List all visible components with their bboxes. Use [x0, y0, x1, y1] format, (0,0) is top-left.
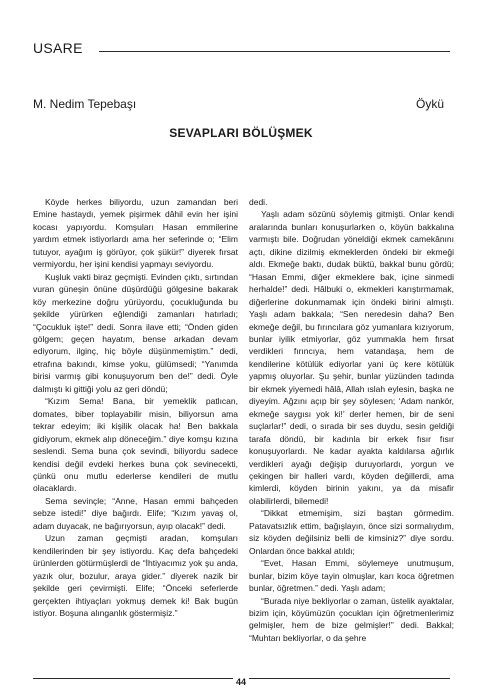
- right-column: [249, 196, 454, 644]
- journal-header: [33, 40, 450, 60]
- journal-name: USARE: [33, 40, 83, 56]
- genre-label: Öykü: [415, 97, 444, 111]
- paragraph: Köyde herkes biliyordu, uzun zamandan beri Emine hastaydı, yemek pişirmek dâhil evin her işini kocası yapıyordu. Komşuları Hasan emmilerine yardım etmek istiyorlardı ama her seferinde o; “Elim tutuyor, ayağım iş görüyor, çok şükür!” diyerek fırsat vermiyordu, her işini kendisi yapmayı seviyordu.: [33, 197, 238, 270]
- paragraph: “Kızım Sema! Bana, bir yemeklik patlıcan, domates, biber toplayabilir misin, biliyorsun ama tekrar edeyim; iki kişilik olacak ha! Ben bakkala gidiyorum, ekmek alıp döneceğim.” diye komşu kızına seslendi. Sema buna çok sevindi, biliyordu sadece kendisi değil evdeki herkes buna çok sevinecekti, çünkü onu mutlu ederlerse kendileri de mutlu olacaklardı.: [33, 396, 238, 494]
- left-column: [33, 196, 238, 619]
- page-number: 44: [233, 677, 249, 687]
- paragraph: “Dikkat etmemişim, sizi baştan görmedim. Patavatsızlık ettim, bağışlayın, önce sizi sormalıydım, siz köyden değilsiniz belli de kimsiniz?” diye sordu. Onlardan önce bakkal atıldı;: [249, 508, 454, 556]
- paragraph: Kuşluk vakti biraz geçmişti. Evinden çıktı, sırtından vuran güneşin önüne düşürdüğü gölgesine bakarak köy merkezine doğru yürüyordu, çocukluğunda bu şekilde yürürken eğlendiği zamanları hatırladı; “Çocukluk işte!” dedi. Sonra ilave etti; “Önden giden gölgem; geçen hayatım, bense arkadan devam ediyorum, ilginç, hiç böyle düşünmemiştim.” dedi, etrafına bakındı, kimse yoku, gülümsedi; “Yanımda birisi varmış gibi konuşuyorum ben de!” dedi. Öyle dalmıştı ki gittiği yolu az geri döndü;: [33, 271, 238, 394]
- paragraph: Yaşlı adam sözünü söylemiş gitmişti. Onlar kendi aralarında bunları konuşurlarken o, köyün bakkalına varmıştı bile. Doğrudan yöneldiği ekmek camekânını açtı, dikine dizilmiş ekmeklerden öndeki bir ekmeği aldı. Ekmeğe baktı, dudak büktü, bakkal bunu gördü; “Hasan Emmi, diğer ekmeklere bak, içine sinmedi herhalde!” dedi. Hâlbuki o, ekmekleri karıştırmamak, diğerlerine dokunmamak için öndeki birini almıştı. Yaşlı adam bakkala; “Sen neredesin daha? Ben ekmeğe değil, bu fırıncılara göz yumanlara kızıyorum, bunlar iyilik etmiyorlar, göz yummakla hem fırsat verdikleri fırıncıya, hem vatandaşa, hem de kendilerine kötülük ediyorlar yani üç kere kötülük yapmış oluyorlar. Şu şehir, bunlar yüzünden tadında bir ekmek yiyemedi hâlâ, Allah ıslah eylesin, başka ne diyeyim. Ağzını açıp bir şey söylesen; ‘Adam nankör, ekmeğe saygısı yok ki!’ derler hemen, bir de seni suçlarlar!” dedi, o sırada bir ses duydu, sesin geldiği tarafa döndü, bir kadınla bir erkek fısır fısır konuşuyorlardı. Ne kadar ayakta kaldılarsa ağırlık verdikleri ayağı değişip duruyorlardı, yorgun ve çekingen bir halleri vardı, köyden değillerdi, ama kimlerdi, köyden birinin yakını, ya da misafir olabilirlerdi, bilemedi!: [249, 209, 454, 506]
- paragraph: dedi.: [249, 197, 268, 207]
- paragraph: Sema sevinçle; “Anne, Hasan emmi bahçeden sebze istedi!” diye bağırdı. Elife; “Kızım yavaş ol, adam duyacak, ne bağırıyorsun, ayıp olacak!” dedi.: [33, 495, 238, 531]
- paragraph: Uzun zaman geçmişti aradan, komşuları kendilerinden bir şey istiyordu. Kaç defa bahçedeki ürünlerden götürmüşlerdi de “İhtiyacımız yok şu anda, yazık olur, bozulur, araya gider.” diyerek nazik bir şekilde geri çevirmişti. Elife; “Önceki seferlerde gerçekten ihtiyaçları yokmuş demek ki! Bak bugün istiyor. Boşuna alınganlık göstermişiz.”: [33, 533, 238, 618]
- paragraph: “Burada niye bekliyorlar o zaman, üstelik ayaktalar, bizim için, köyümüzün çocukları için öğretmenlerimiz gelmişler, hem de bize gelmişler!” dedi. Bakkal; “Muhtarı bekliyorlar, o da şehre: [249, 595, 454, 643]
- story-title: SEVAPLARI BÖLÜŞMEK: [169, 126, 313, 140]
- header-rule: [99, 51, 450, 52]
- page-number-wrap: [0, 672, 482, 690]
- author-name: M. Nedim Tepebaşı: [33, 97, 137, 111]
- paragraph: “Evet, Hasan Emmi, söylemeye unutmuşum, bunlar, bizim köye tayin olmuşlar, karı koca öğretmen bunlar, öğretmen.” dedi. Yaşlı adam;: [249, 558, 454, 594]
